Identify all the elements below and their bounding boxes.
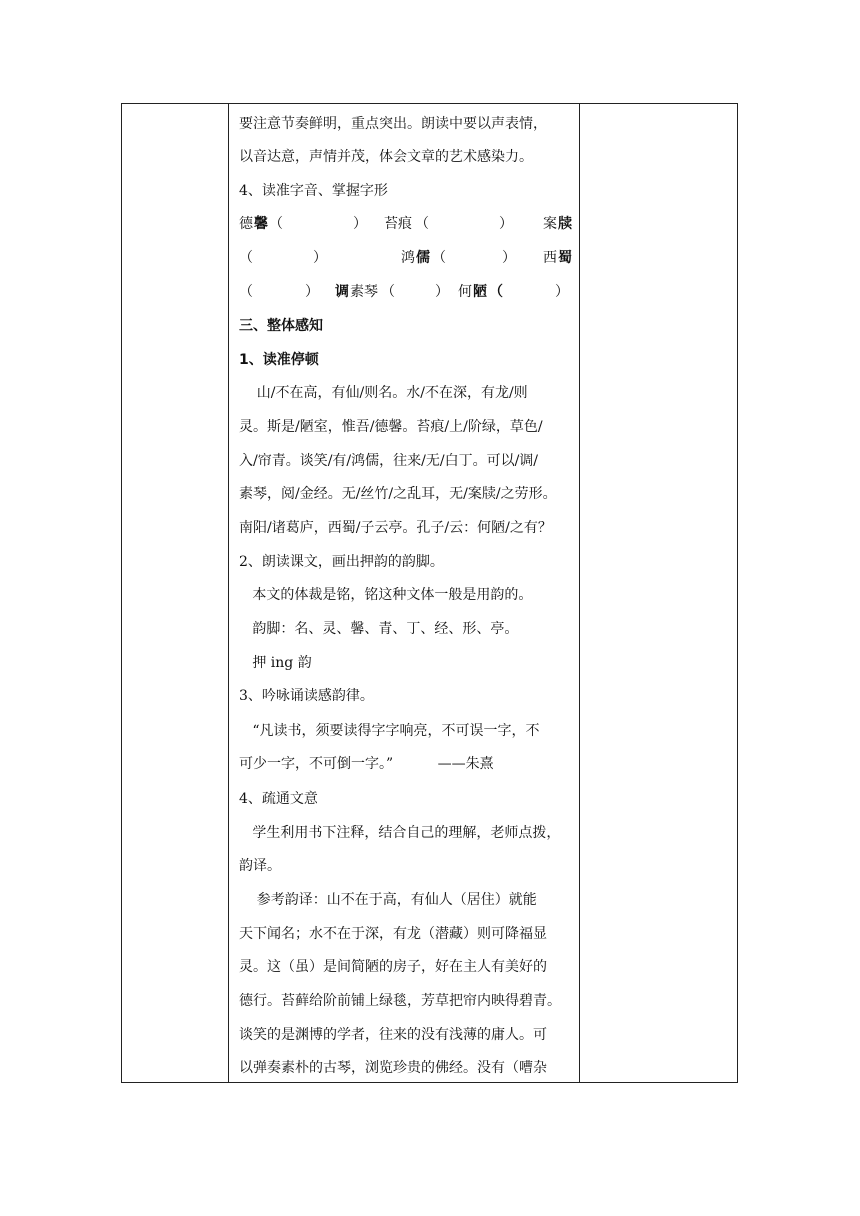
paren-close: ） [305,284,319,300]
word-bold: 调 [335,284,349,300]
paren-open: （ [239,250,253,266]
pronunciation-row-3 [239,282,577,302]
paren-open: （ [489,284,503,300]
text-line: 以弹奏素朴的古琴，浏览珍贵的佛经。没有（嘈杂 [239,1060,547,1076]
word-bold: 牍 [558,216,572,232]
column-divider-left [228,104,229,1082]
text-line: 学生利用书下注释，结合自己的理解，老师点拨， [239,825,561,841]
pronunciation-row-1 [239,214,577,234]
paren-close: ） [435,284,449,300]
word: 德 [239,216,253,232]
text-line: 4、读准字音、掌握字形 [239,183,388,199]
text-line: 2、朗读课文，画出押韵的韵脚。 [239,554,444,570]
word: 何 [458,284,472,300]
paren-close: ） [555,284,569,300]
text-line: 本文的体裁是铭，铭这种文体一般是用韵的。 [239,587,533,603]
text-line: 以音达意，声情并茂，体会文章的艺术感染力。 [239,149,533,165]
word: 案 [543,216,557,232]
text-line: 入/帘青。谈笑/有/鸿儒，往来/无/白丁。可以/调/ [239,453,539,469]
section-heading: 三、整体感知 [239,318,323,334]
word: 西 [543,250,557,266]
text-line: 4、疏通文意 [239,791,318,807]
text-line: 谈笑的是渊博的学者，往来的没有浅薄的庸人。可 [239,1027,547,1043]
column-divider-right [579,104,580,1082]
text-line: 南阳/诸葛庐，西蜀/子云亭。孔子/云：何陋/之有？ [239,520,552,536]
lesson-table [121,103,738,1083]
text-line: 3、吟咏诵读感韵律。 [239,688,374,704]
text-line: 要注意节奏鲜明，重点突出。朗读中要以声表情， [239,116,547,132]
text-line: 韵译。 [239,858,281,874]
paren-open: （ [239,284,253,300]
pronunciation-row-2 [239,248,577,268]
word-bold: 馨 [254,216,268,232]
text-line: 素琴，阅/金经。无/丝竹/之乱耳，无/案牍/之劳形。 [239,486,557,502]
word: 鸿 [401,250,415,266]
paren-close: ） [502,250,516,266]
text-line: 可少一字，不可倒一字。” ——朱熹 [239,756,494,772]
text-line: 天下闻名；水不在于深，有龙（潜藏）则可降福显 [239,926,547,942]
text-line: 灵。这（虽）是间简陋的房子，好在主人有美好的 [239,959,547,975]
word: 苔痕 [384,216,412,232]
paren-close: ） [499,216,513,232]
text-line: 山/不在高，有仙/则名。水/不在深，有龙/则 [239,385,528,401]
word: 素琴 [350,284,378,300]
text-line: 参考韵译：山不在于高，有仙人（居住）就能 [239,892,537,908]
text-line: 韵脚：名、灵、馨、青、丁、经、形、亭。 [239,621,519,637]
text-line: 押 ing 韵 [239,655,312,671]
paren-open: （ [269,216,283,232]
subsection-heading: 1、读准停顿 [239,352,319,368]
paren-close: ） [353,216,367,232]
paren-close: ） [313,250,327,266]
word-bold: 儒 [416,250,430,266]
paren-open: （ [415,216,429,232]
text-line: 灵。斯是/陋室，惟吾/德馨。苔痕/上/阶绿，草色/ [239,419,543,435]
word-bold: 蜀 [558,250,572,266]
word-bold: 陋 [473,284,487,300]
paren-open: （ [381,284,395,300]
text-line: 德行。苔藓给阶前铺上绿毯，芳草把帘内映得碧青。 [239,993,561,1009]
paren-open: （ [432,250,446,266]
text-line: “凡读书，须要读得字字响亮，不可误一字，不 [239,723,540,739]
